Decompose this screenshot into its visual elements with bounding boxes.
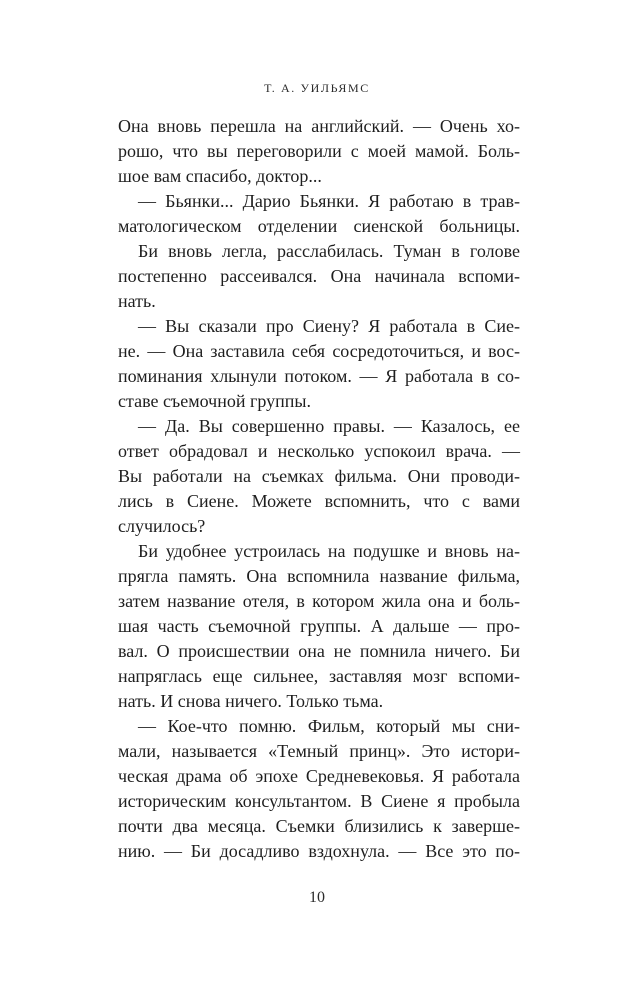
running-head: Т. А. УИЛЬЯМС [264, 81, 370, 95]
text-line [118, 139, 520, 164]
text-line-content: постепенно рассеивался. Она начинала вспоми- [118, 266, 520, 286]
text-line [118, 539, 520, 564]
text-line [118, 514, 520, 539]
text-line-content: прягла память. Она вспомнила название фильма, [118, 566, 520, 586]
text-line-content: Би вновь легла, расслабилась. Туман в голове [138, 241, 520, 261]
text-line-content: — Кое-что помню. Фильм, который мы сни- [138, 716, 520, 736]
text-line [118, 164, 520, 189]
text-line-content: не. — Она заставила себя сосредоточиться, и вос- [118, 341, 520, 361]
text-line-content: шое вам спасибо, доктор... [118, 166, 322, 186]
text-line [118, 414, 520, 439]
text-line [118, 314, 520, 339]
text-line [118, 689, 520, 714]
text-line-content: нать. И снова ничего. Только тьма. [118, 691, 384, 711]
text-line [118, 264, 520, 289]
text-line [118, 364, 520, 389]
text-line-content: затем название отеля, в котором жила она и боль- [118, 591, 520, 611]
text-line-content: нать. [118, 291, 156, 311]
text-line-content: шая часть съемочной группы. А дальше — про- [118, 616, 520, 636]
text-line [118, 789, 520, 814]
text-line [118, 764, 520, 789]
text-line-content: — Да. Вы совершенно правы. — Казалось, ее [138, 416, 520, 436]
text-line-content: Она вновь перешла на английский. — Очень хо- [118, 116, 520, 136]
text-line [118, 839, 520, 864]
text-line [118, 439, 520, 464]
text-line-content: мали, называется «Темный принц». Это истори- [118, 741, 520, 761]
text-line-content: нию. — Би досадливо вздохнула. — Все это по- [118, 841, 520, 861]
text-line [118, 339, 520, 364]
text-line-content: Би удобнее устроилась на подушке и вновь на- [138, 541, 520, 561]
text-line [118, 739, 520, 764]
text-line [118, 564, 520, 589]
text-line [118, 289, 520, 314]
text-line [118, 664, 520, 689]
text-line-content: — Вы сказали про Сиену? Я работала в Сие- [138, 316, 520, 336]
text-line [118, 214, 520, 239]
text-line-content: вал. О происшествии она не помнила ничего. Би [118, 641, 520, 661]
text-line [118, 814, 520, 839]
text-line [118, 389, 520, 414]
text-line-content: Вы работали на съемках фильма. Они проводи- [118, 466, 520, 486]
text-line-content: лись в Сиене. Можете вспомнить, что с вами [118, 491, 520, 511]
text-line [118, 639, 520, 664]
text-line-content: матологическом отделении сиенской больницы. [118, 216, 520, 236]
body-text [118, 114, 520, 864]
text-line-content: рошо, что вы переговорили с моей мамой. Боль- [118, 141, 520, 161]
text-line-content: почти два месяца. Съемки близились к заверше- [118, 816, 520, 836]
text-line [118, 114, 520, 139]
text-line [118, 589, 520, 614]
text-line-content: ставе съемочной группы. [118, 391, 311, 411]
text-line-content: ответ обрадовал и несколько успокоил врача. — [118, 441, 520, 461]
text-line [118, 464, 520, 489]
text-line-content: ческая драма об эпохе Средневековья. Я работала [118, 766, 520, 786]
text-line [118, 489, 520, 514]
text-line-content: — Бьянки... Дарио Бьянки. Я работаю в трав- [138, 191, 520, 211]
text-line [118, 189, 520, 214]
text-line-content: случилось? [118, 516, 206, 536]
text-line [118, 614, 520, 639]
text-line [118, 714, 520, 739]
text-line-content: напряглась еще сильнее, заставляя мозг вспоми- [118, 666, 520, 686]
text-line-content: историческим консультантом. В Сиене я пробыла [118, 791, 520, 811]
text-line [118, 239, 520, 264]
page-number: 10 [309, 889, 325, 906]
text-line-content: поминания хлынули потоком. — Я работала в со- [118, 366, 520, 386]
